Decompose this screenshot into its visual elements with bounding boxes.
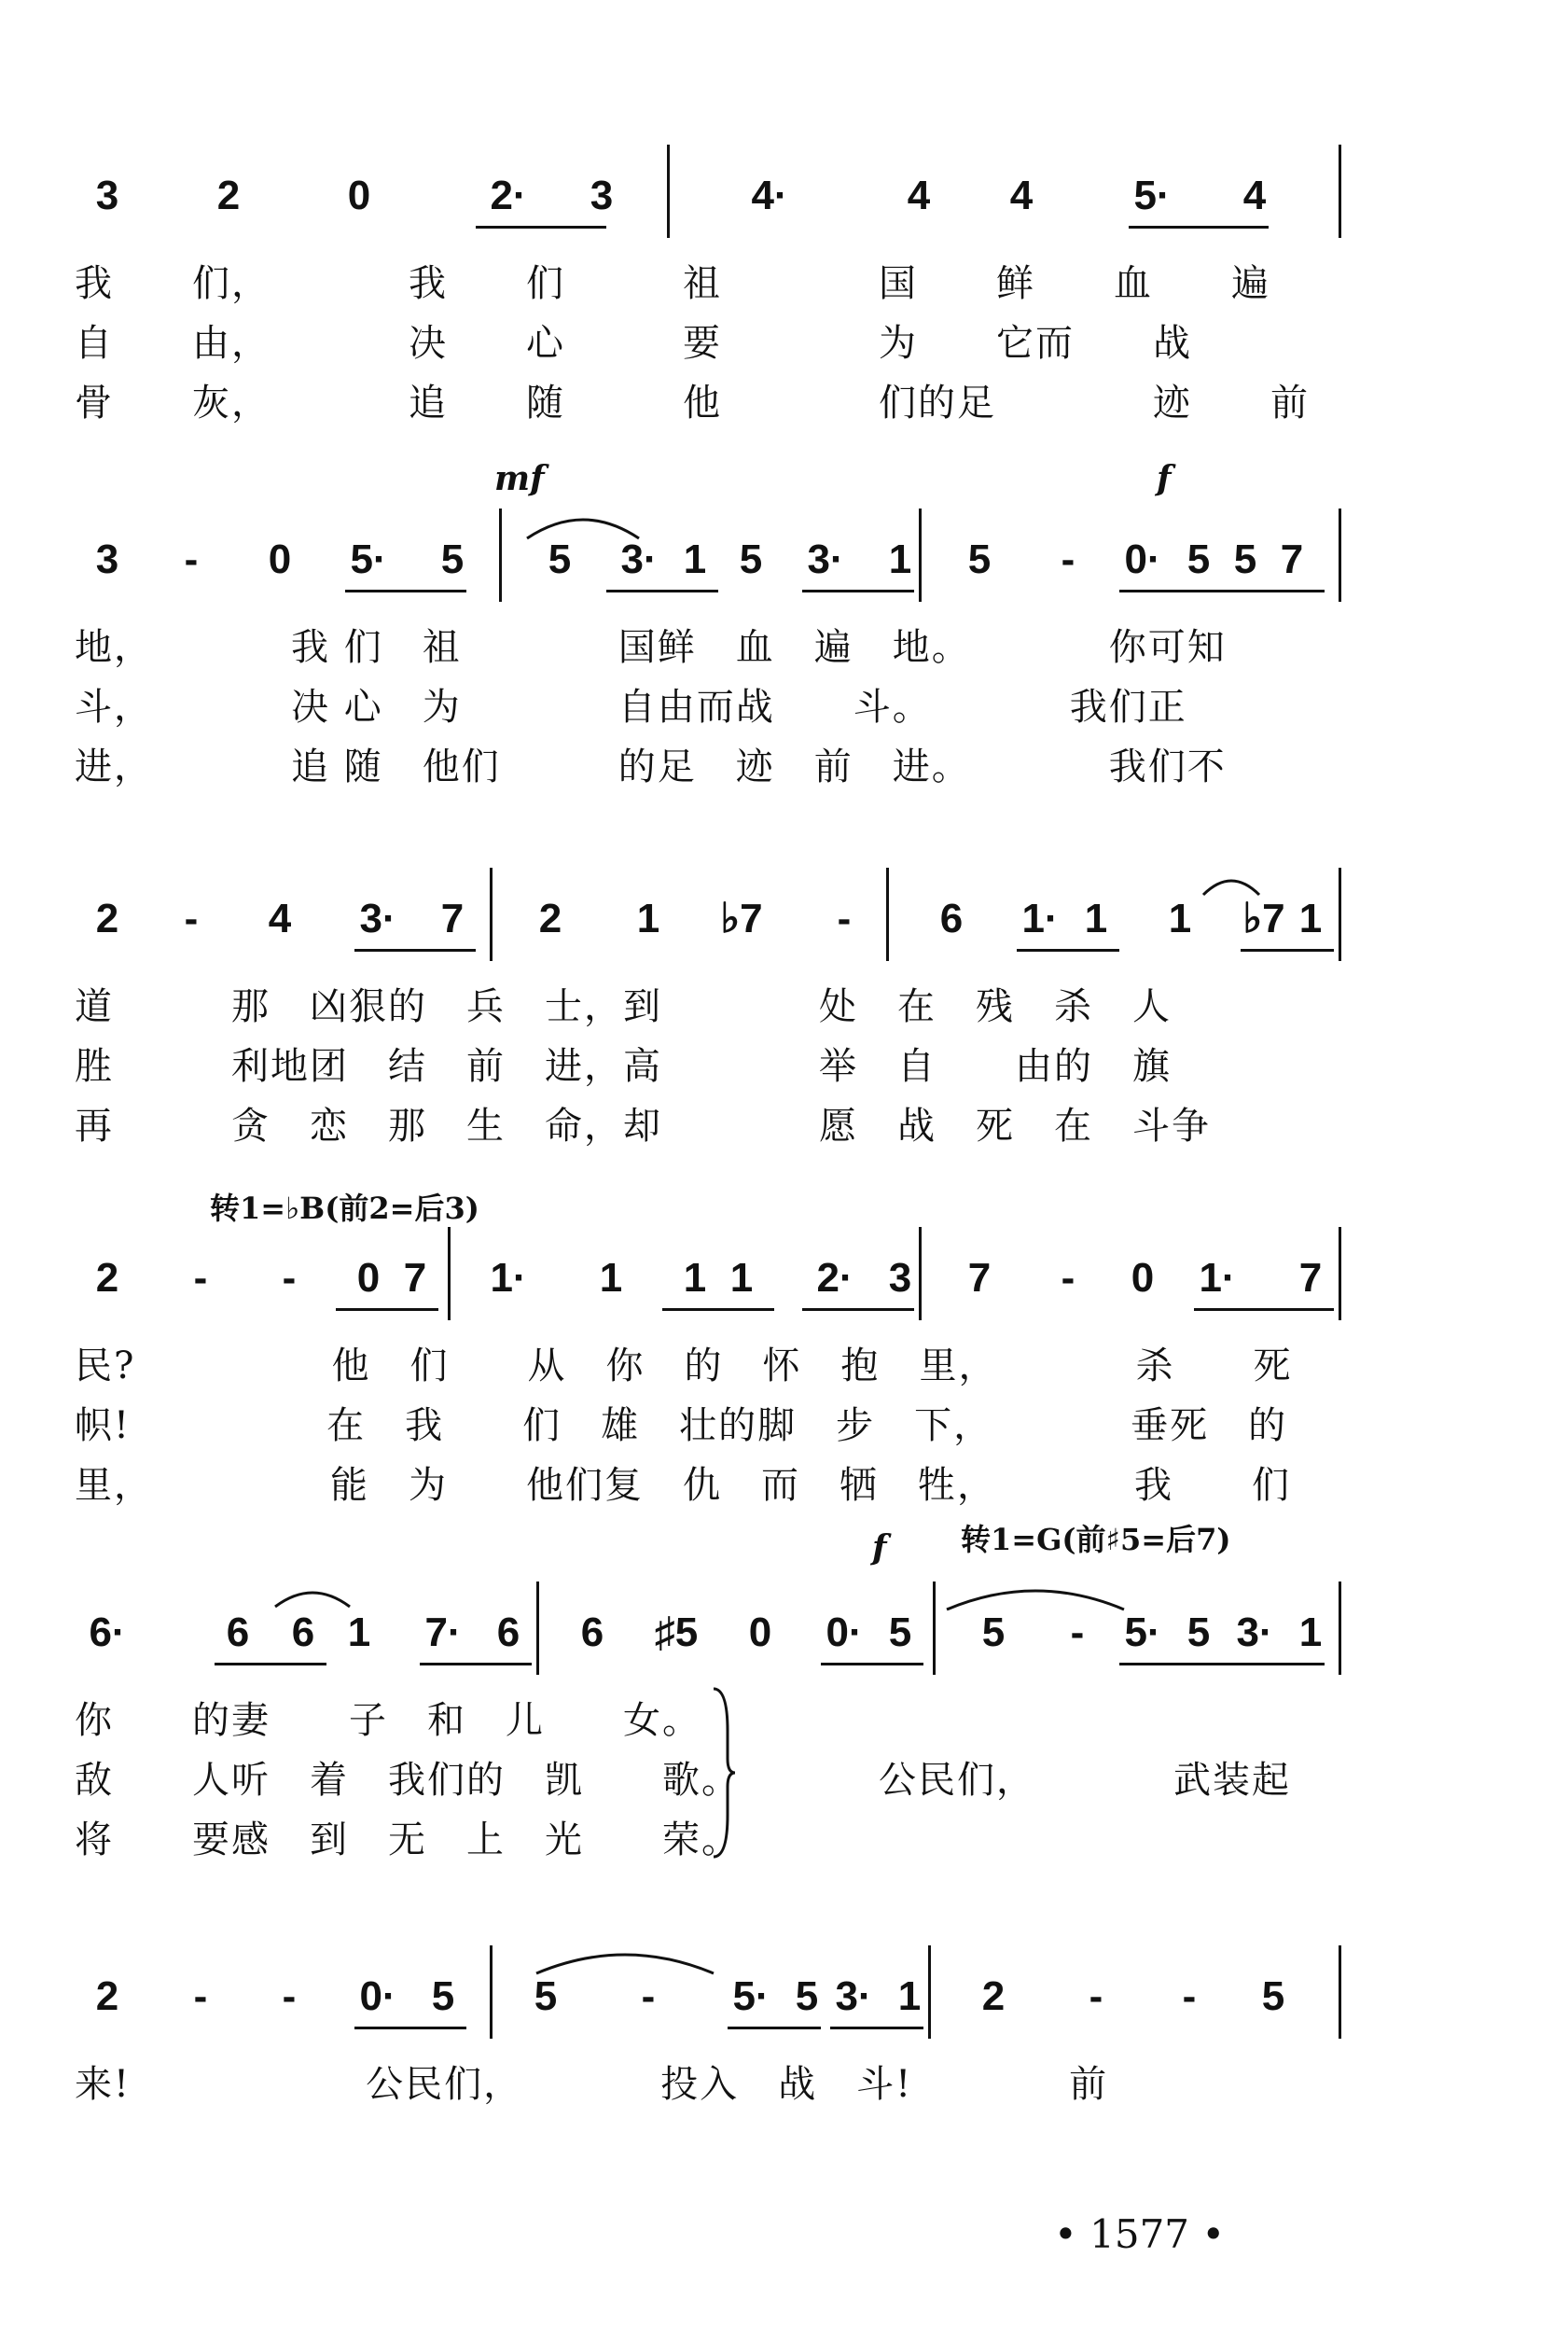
page-number: • 1577 •: [1054, 2211, 1226, 2257]
note: -: [1182, 1973, 1197, 2019]
note: 1: [347, 1609, 371, 1655]
lyric-line: 里， 能 为 他们复 仇 而 牺 牲， 我 们: [75, 1464, 1291, 1507]
lyric-line: 自 由， 决 心 要 为 它而 战: [75, 322, 1192, 365]
note: 5·: [1133, 173, 1171, 218]
note: 4: [268, 896, 292, 941]
note: 5·: [732, 1973, 770, 2019]
note: -: [184, 896, 199, 941]
note: 5: [795, 1973, 819, 2019]
note-underline: [830, 2027, 923, 2029]
lyric-row: [75, 737, 1343, 797]
verse-brace: [709, 1684, 737, 1861]
note: ♭7: [1242, 896, 1285, 941]
note: 5: [534, 1973, 558, 2019]
note: 1: [683, 536, 707, 582]
note: 0: [356, 1255, 381, 1301]
lyric-row: [75, 1096, 1343, 1156]
barline: [667, 145, 670, 238]
barline: [933, 1582, 936, 1675]
barline: [1339, 1227, 1341, 1320]
note: 6·: [89, 1609, 126, 1655]
note: 3·: [620, 536, 658, 582]
note: 1·: [1199, 1255, 1236, 1301]
note-underline: [802, 590, 914, 592]
note: 0: [1131, 1255, 1155, 1301]
note: 4: [1242, 173, 1267, 218]
note: 2: [95, 1973, 119, 2019]
note: 2: [981, 1973, 1006, 2019]
note: 7: [967, 1255, 992, 1301]
note: 5: [548, 536, 572, 582]
lyric-row: [75, 1396, 1343, 1456]
barline: [536, 1582, 539, 1675]
note: 5: [440, 536, 465, 582]
lyric-row: [75, 618, 1343, 677]
barline: [1339, 1945, 1341, 2039]
note: 2: [216, 173, 241, 218]
note-underline: [420, 1663, 532, 1665]
barline: [490, 1945, 493, 2039]
note: 2·: [490, 173, 527, 218]
note-underline: [1119, 590, 1325, 592]
lyric-line: 胜 利地团 结 前 进，高 举 自 由的 旗: [75, 1045, 1172, 1088]
note: 3·: [835, 1973, 872, 2019]
lyric-line: 地， 我 们 祖 国鲜 血 遍 地。 你可知: [75, 626, 1227, 669]
note: 3·: [807, 536, 844, 582]
note: 2: [95, 1255, 119, 1301]
key-change: 转1=G(前♯5=后7): [961, 1522, 1231, 1557]
note: 1: [897, 1973, 922, 2019]
lyric-row: [75, 1037, 1343, 1096]
note: 6: [939, 896, 964, 941]
note: 1: [636, 896, 660, 941]
note: 0: [347, 173, 371, 218]
note: 3·: [1236, 1609, 1273, 1655]
note: -: [193, 1255, 208, 1301]
lyric-line: 你 的妻 子 和 儿 女。: [75, 1699, 701, 1742]
note-underline: [354, 949, 476, 952]
note-underline: [1119, 1663, 1325, 1665]
notes-row-3: [75, 891, 1343, 975]
note: 1: [1298, 1609, 1323, 1655]
lyric-row: [75, 677, 1343, 737]
note: 0: [748, 1609, 772, 1655]
note: 5: [981, 1609, 1006, 1655]
note: 5: [1186, 536, 1211, 582]
note: 2·: [816, 1255, 853, 1301]
note: -: [282, 1973, 297, 2019]
note: 4: [1009, 173, 1034, 218]
note: 5: [1233, 536, 1257, 582]
note: 6: [580, 1609, 604, 1655]
note: -: [1089, 1973, 1103, 2019]
note: -: [1070, 1609, 1085, 1655]
barline: [1339, 868, 1341, 961]
lyric-line: 骨 灰， 追 随 他 们的足 迹 前: [75, 382, 1310, 425]
note-underline: [476, 226, 606, 229]
note: 5·: [1124, 1609, 1161, 1655]
note: 1·: [1021, 896, 1059, 941]
note: -: [193, 1973, 208, 2019]
note: 6: [496, 1609, 520, 1655]
note: ♭7: [720, 896, 763, 941]
notes-row-4: [75, 1250, 1343, 1334]
barline: [499, 509, 502, 602]
note: 5: [967, 536, 992, 582]
lyric-line: 将 要感 到 无 上 光 荣。: [75, 1818, 741, 1861]
note: 7·: [424, 1609, 462, 1655]
note-underline: [354, 2027, 466, 2029]
note: 0·: [826, 1609, 863, 1655]
note: 4·: [751, 173, 788, 218]
lyric-row: [75, 1456, 1343, 1515]
key-change: 转1=♭B(前2=后3): [210, 1191, 479, 1226]
note: 5: [888, 1609, 912, 1655]
note: 4: [907, 173, 931, 218]
note: 5: [739, 536, 763, 582]
barline: [448, 1227, 451, 1320]
note: 3: [95, 536, 119, 582]
lyric-line: 来! 公民们， 投入 战 斗! 前: [75, 2063, 1109, 2106]
note: 5·: [350, 536, 387, 582]
note: 5: [431, 1973, 455, 2019]
lyric-line: 我 们， 我 们 祖 国 鲜 血 遍: [75, 262, 1270, 305]
note: -: [184, 536, 199, 582]
note: -: [1061, 536, 1075, 582]
note-underline: [336, 1308, 438, 1311]
note: 7: [403, 1255, 427, 1301]
lyric-line: 敌 人听 着 我们的 凯 歌。 公民们， 武装起: [75, 1759, 1291, 1802]
dynamic-mf: mf: [494, 459, 545, 498]
notes-row-6: [75, 1969, 1343, 2053]
note: 3·: [359, 896, 396, 941]
barline: [919, 1227, 922, 1320]
dynamic-f: f: [872, 1528, 887, 1568]
note: 0: [268, 536, 292, 582]
note: 1: [729, 1255, 754, 1301]
note: 3: [888, 1255, 912, 1301]
notes-row-5: [75, 1605, 1343, 1689]
barline: [1339, 1582, 1341, 1675]
lyric-row: [75, 1336, 1343, 1396]
note-underline: [1017, 949, 1119, 952]
note: 1: [888, 536, 912, 582]
lyric-row: [75, 254, 1343, 314]
lyric-line: 道 那 凶狠的 兵 士，到 处 在 残 杀 人: [75, 985, 1172, 1028]
note: 1: [599, 1255, 623, 1301]
note-underline: [662, 1308, 774, 1311]
note: -: [837, 896, 852, 941]
note: -: [641, 1973, 656, 2019]
note: 6: [291, 1609, 315, 1655]
note: 3: [95, 173, 119, 218]
note: 1: [1168, 896, 1192, 941]
note: -: [1061, 1255, 1075, 1301]
barline: [1339, 509, 1341, 602]
lyric-line: 再 贪 恋 那 生 命，却 愿 战 死 在 斗争: [75, 1105, 1211, 1148]
note-underline: [1194, 1308, 1334, 1311]
note: 1: [683, 1255, 707, 1301]
note: 5: [1261, 1973, 1285, 2019]
barline: [928, 1945, 931, 2039]
note-underline: [728, 2027, 821, 2029]
notes-row-2: [75, 532, 1343, 616]
barline: [919, 509, 922, 602]
lyric-line: 进， 追 随 他们 的足 迹 前 进。 我们不: [75, 745, 1227, 788]
note-underline: [606, 590, 718, 592]
note-underline: [215, 1663, 326, 1665]
note: 3: [590, 173, 614, 218]
barline: [490, 868, 493, 961]
note: -: [282, 1255, 297, 1301]
note: 7: [440, 896, 465, 941]
note: ♯5: [654, 1609, 699, 1655]
note: 6: [226, 1609, 250, 1655]
notes-row-1: [75, 168, 1343, 252]
note-underline: [345, 590, 466, 592]
note-underline: [1241, 949, 1334, 952]
note: 0·: [359, 1973, 396, 2019]
note: 5: [1186, 1609, 1211, 1655]
note: 1: [1084, 896, 1108, 941]
lyric-row: [75, 373, 1343, 433]
note-underline: [1129, 226, 1269, 229]
lyric-line: 斗， 决 心 为 自由而战 斗。 我们正: [75, 686, 1187, 729]
note: 0·: [1124, 536, 1161, 582]
dynamic-f: f: [1157, 459, 1172, 498]
note: 7: [1280, 536, 1304, 582]
note-underline: [821, 1663, 923, 1665]
note: 1: [1298, 896, 1323, 941]
note-underline: [802, 1308, 914, 1311]
note: 1·: [490, 1255, 527, 1301]
lyric-line: 帜! 在 我 们 雄 壮的脚 步 下， 垂死 的: [75, 1404, 1288, 1447]
lyric-row: [75, 314, 1343, 373]
lyric-row: [75, 977, 1343, 1037]
barline: [886, 868, 889, 961]
note: 7: [1298, 1255, 1323, 1301]
lyric-line: 民? 他 们 从 你 的 怀 抱 里， 杀 死: [75, 1345, 1293, 1387]
note: 2: [538, 896, 562, 941]
note: 2: [95, 896, 119, 941]
lyric-row: [75, 2055, 1343, 2114]
barline: [1339, 145, 1341, 238]
